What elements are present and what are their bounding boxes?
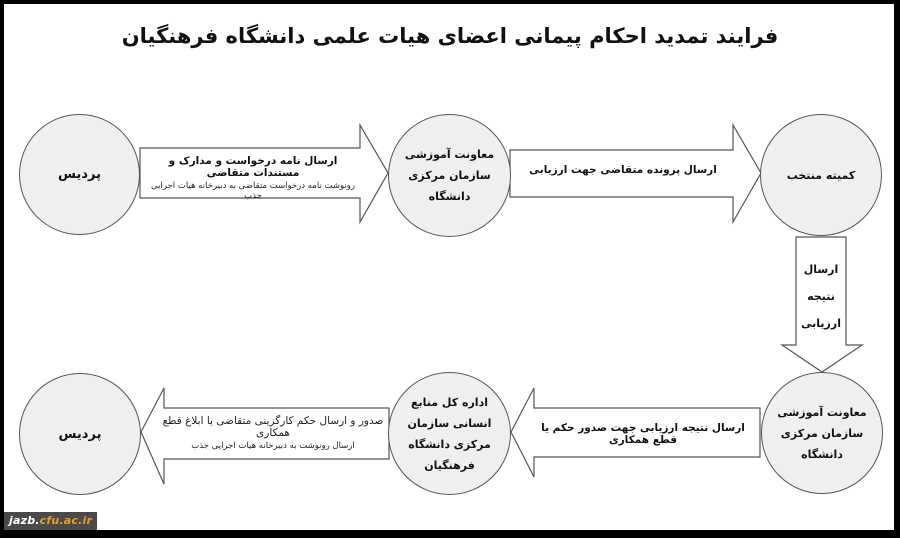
- arrow-4-label: ارسال نتیجه ارزیابی جهت صدور حکم یا قطع همکاری: [541, 422, 745, 446]
- node-line: اداره کل منابع: [411, 395, 488, 409]
- arrow-3-line: نتیجه: [807, 290, 835, 303]
- node-label: پردیس: [58, 426, 102, 442]
- watermark-part1: jazb.: [9, 514, 40, 527]
- arrow-3-line: ارسال: [803, 263, 839, 276]
- node-line: سازمان مرکزی: [780, 426, 864, 440]
- arrow-1-label: ارسال نامه درخواست و مدارک و مستندات متقاضی: [168, 155, 338, 179]
- node-line: معاونت آموزشی: [404, 148, 495, 161]
- node-line: مرکزی دانشگاه: [408, 437, 491, 451]
- arrow-3-label: [796, 256, 846, 337]
- source-watermark: [4, 512, 97, 530]
- arrow-3-line: ارزیابی: [801, 317, 841, 330]
- node-education-deputy-bottom: [761, 372, 883, 494]
- node-education-deputy-top: [388, 114, 511, 237]
- node-line: دانشگاه: [428, 190, 471, 203]
- node-line: فرهنگیان: [424, 458, 475, 472]
- arrow-5-sublabel: ارسال رونوشت به دبیرخانه هیات اجرایی جذب: [191, 441, 355, 451]
- node-line: سازمان مرکزی: [408, 169, 491, 182]
- arrow-2-label: ارسال پرونده متقاضی جهت ارزیابی: [529, 164, 717, 176]
- node-line: دانشگاه: [801, 447, 843, 461]
- node-label: پردیس: [58, 167, 101, 182]
- watermark-part2: cfu.ac.ir: [39, 514, 93, 527]
- node-pardis-top: [19, 114, 140, 235]
- arrow-5-label: صدور و ارسال حکم کارگزینی متقاضی یا ابلاغ قطع همکاری: [162, 415, 384, 439]
- node-line: معاونت آموزشی: [777, 405, 867, 419]
- node-line: انسانی سازمان: [407, 416, 492, 430]
- node-hr-department: [388, 372, 511, 495]
- node-selected-committee: [760, 114, 882, 236]
- node-pardis-bottom: [19, 373, 141, 495]
- arrow-1-sublabel: رونوشت نامه درخواست متقاضی به دبیرخانه هیات اجرایی جذب: [151, 181, 355, 201]
- diagram-title: فرایند تمدید احکام پیمانی اعضای هیات علمی دانشگاه فرهنگیان: [121, 24, 779, 48]
- node-label: کمیته منتخب: [786, 168, 856, 182]
